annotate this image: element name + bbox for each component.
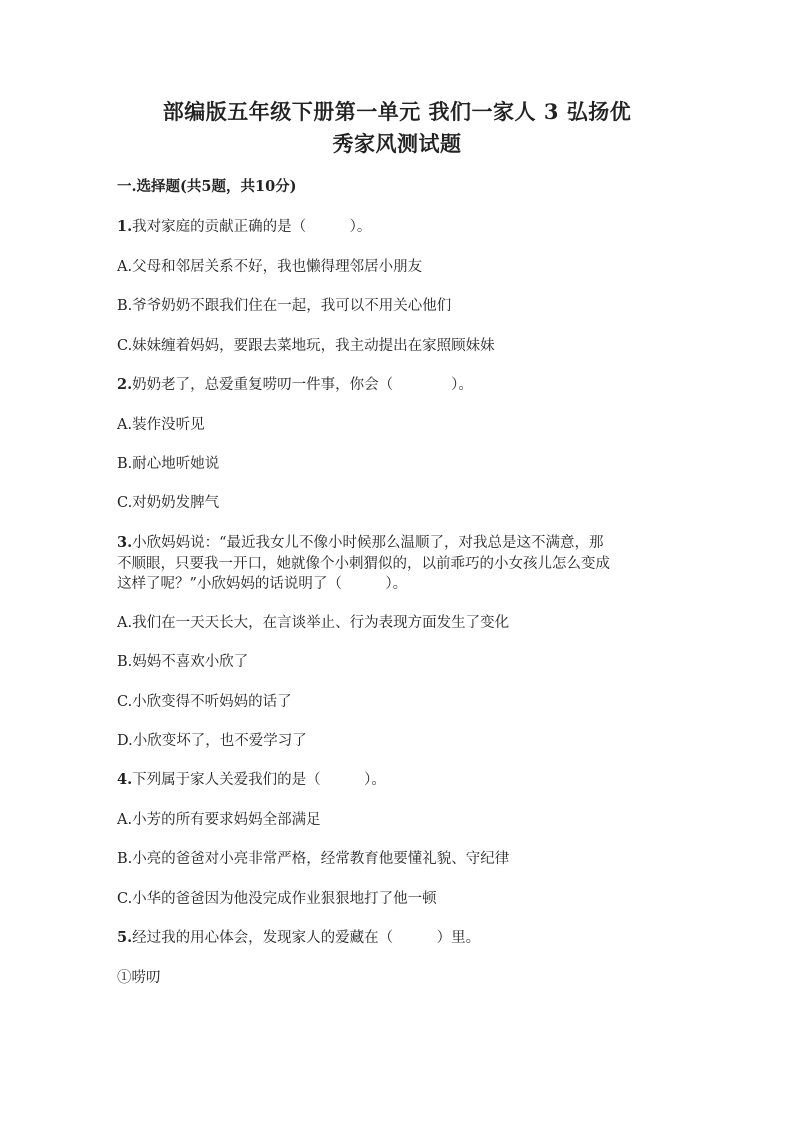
question-text: 下列属于家人关爱我们的是（ ）。 bbox=[132, 772, 386, 788]
question-3-option-d: D.小欣变坏了，也不爱学习了 bbox=[117, 733, 307, 749]
question-5-option-1: ①唠叨 bbox=[117, 970, 161, 986]
question-text: 我对家庭的贡献正确的是（ ）。 bbox=[132, 219, 372, 235]
question-number: 5. bbox=[117, 929, 133, 946]
question-1 bbox=[117, 216, 687, 238]
question-4-option-a: A.小芳的所有要求妈妈全部满足 bbox=[117, 812, 321, 828]
question-1-option-b: B.爷爷奶奶不跟我们住在一起，我可以不用关心他们 bbox=[117, 298, 452, 314]
question-text: 奶奶老了，总爱重复唠叨一件事，你会（ ）。 bbox=[132, 377, 473, 393]
question-5 bbox=[117, 927, 687, 949]
question-2 bbox=[117, 374, 687, 396]
question-4-option-c: C.小华的爸爸因为他没完成作业狠狠地打了他一顿 bbox=[117, 891, 437, 907]
page-title-line-1: 部编版五年级下册第一单元 我们一家人 3 弘扬优 bbox=[162, 99, 632, 124]
question-number: 1. bbox=[117, 218, 133, 235]
question-2-option-c: C.对奶奶发脾气 bbox=[117, 495, 220, 511]
page-title-line-2: 秀家风测试题 bbox=[332, 131, 462, 156]
question-number: 3. bbox=[117, 534, 133, 551]
question-number: 2. bbox=[117, 376, 133, 393]
question-3-option-b: B.妈妈不喜欢小欣了 bbox=[117, 654, 249, 670]
question-3-line-2: 不顺眼，只要我一开口，她就像个小刺猬似的，以前乖巧的小女孩儿怎么变成 bbox=[117, 556, 610, 572]
question-4 bbox=[117, 769, 687, 791]
question-number: 4. bbox=[117, 771, 133, 788]
question-2-option-a: A.装作没听见 bbox=[117, 417, 205, 433]
question-1-option-a: A.父母和邻居关系不好，我也懒得理邻居小朋友 bbox=[117, 259, 423, 275]
question-3-line-1 bbox=[117, 532, 687, 554]
question-text: 小欣妈妈说：“最近我女儿不像小时候那么温顺了，对我总是这不满意，那 bbox=[132, 535, 604, 551]
question-3-option-a: A.我们在一天天长大，在言谈举止、行为表现方面发生了变化 bbox=[117, 615, 510, 631]
question-text: 经过我的用心体会，发现家人的爱藏在（ ）里。 bbox=[132, 930, 481, 946]
question-3-option-c: C.小欣变得不听妈妈的话了 bbox=[117, 694, 292, 710]
section-heading: 一.选择题(共5题，共10分) bbox=[117, 178, 297, 195]
question-2-option-b: B.耐心地听她说 bbox=[117, 456, 220, 472]
question-4-option-b: B.小亮的爸爸对小亮非常严格，经常教育他要懂礼貌、守纪律 bbox=[117, 851, 510, 867]
question-3-line-3: 这样了呢？”小欣妈妈的话说明了（ ）。 bbox=[117, 576, 408, 592]
question-1-option-c: C.妹妹缠着妈妈，要跟去菜地玩，我主动提出在家照顾妹妹 bbox=[117, 338, 495, 354]
